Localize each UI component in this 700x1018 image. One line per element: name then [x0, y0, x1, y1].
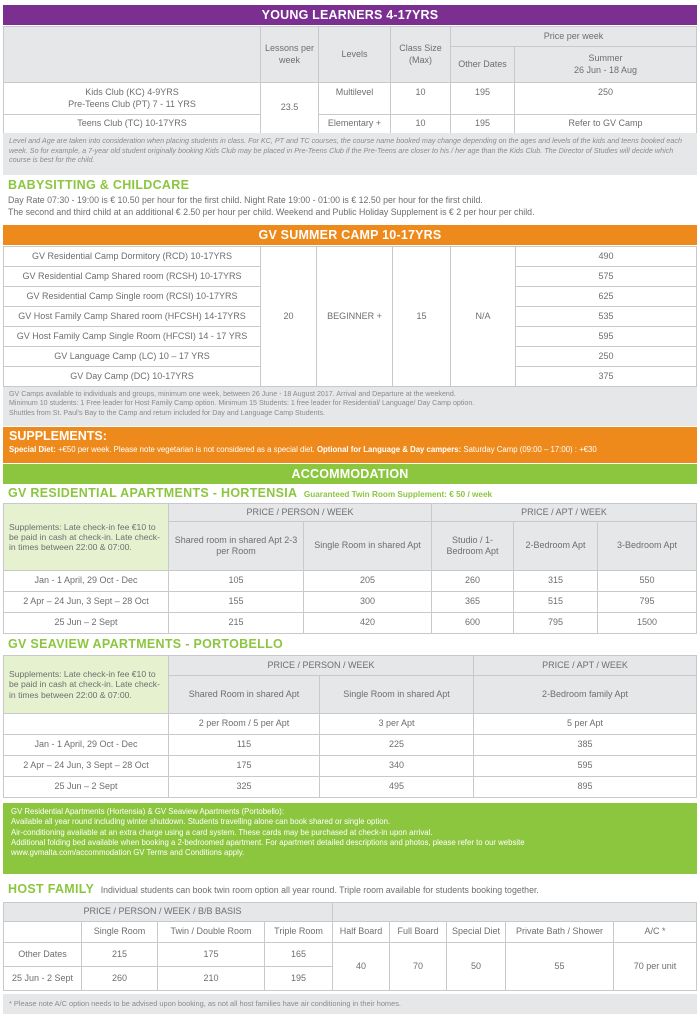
camp-lessons: 20 — [261, 247, 317, 387]
date-range: Jan - 1 April, 29 Oct - Dec — [4, 735, 169, 756]
camp-price: 375 — [516, 367, 697, 387]
summer-price: 250 — [515, 83, 697, 115]
host-family-note: * Please note A/C option needs to be advised upon booking, as not all host families have air conditioning in their homes. — [3, 994, 697, 1014]
host-family-table — [3, 902, 697, 991]
summer-camp-table — [3, 246, 697, 387]
other-dates-header: Other Dates — [451, 47, 515, 83]
price-cell: 385 — [474, 735, 697, 756]
host-col-header: Private Bath / Shower — [506, 922, 614, 943]
camp-name: GV Residential Camp Single room (RCSI) 10-17YRS — [4, 287, 261, 307]
host-col-header: Triple Room — [265, 922, 333, 943]
special-diet-price: 50 — [447, 943, 506, 991]
price-cell: 795 — [598, 592, 697, 613]
host-col-header: Full Board — [390, 922, 447, 943]
date-range: 2 Apr – 24 Jun, 3 Sept – 28 Oct — [4, 592, 169, 613]
hortensia-header — [2, 486, 492, 500]
price-cell: 215 — [169, 613, 304, 634]
private-bath-price: 55 — [506, 943, 614, 991]
price-person-week-header: PRICE / PERSON / WEEK — [169, 504, 432, 522]
camp-name: GV Residential Camp Shared room (RCSH) 10-17YRS — [4, 267, 261, 287]
price-cell: 595 — [474, 756, 697, 777]
date-range: 25 Jun - 2 Sept — [4, 967, 82, 991]
ac-price: 70 per unit — [614, 943, 697, 991]
room-type-header: 3-Bedroom Apt — [598, 522, 697, 571]
class-size-value: 10 — [391, 83, 451, 115]
price-person-week-header: PRICE / PERSON / WEEK — [169, 656, 474, 676]
camp-class-size: 15 — [393, 247, 451, 387]
summer-camp-title: GV SUMMER CAMP 10-17YRS — [3, 225, 697, 245]
room-type-header: Single Room in shared Apt — [320, 676, 474, 714]
camp-name: GV Residential Camp Dormitory (RCD) 10-17YRS — [4, 247, 261, 267]
hortensia-title: GV RESIDENTIAL APARTMENTS - HORTENSIA — [8, 486, 298, 500]
summer-camp-note: GV Camps available to individuals and groups, minimum one week, between 26 June - 18 August 2017. Arrival and Departure at the weekend. Minimum 10 students: 1 Free leader for Host Family Camp option. Minimum 15 Students: 1 free leader for Residential/ Language/ Day Camp option. Shuttles from St. Paul's Bay to the Camp and return included for Day and Language Camp Students. — [3, 387, 697, 426]
half-board-price: 40 — [333, 943, 390, 991]
supplements-title: SUPPLEMENTS: — [9, 429, 107, 443]
portobello-table — [3, 655, 697, 798]
price-cell: 365 — [432, 592, 514, 613]
young-learners-table — [3, 26, 697, 134]
empty-cell — [4, 903, 82, 922]
other-dates-price: 195 — [451, 83, 515, 115]
class-size-value: 10 — [391, 115, 451, 134]
room-type-header: Shared Room in shared Apt — [169, 676, 320, 714]
price-cell: 210 — [158, 967, 265, 991]
portobello-title: GV SEAVIEW APARTMENTS - PORTOBELLO — [8, 637, 284, 651]
accommodation-title: ACCOMMODATION — [3, 464, 697, 484]
camp-name: GV Language Camp (LC) 10 – 17 YRS — [4, 347, 261, 367]
price-cell: 340 — [320, 756, 474, 777]
host-col-header: Single Room — [82, 922, 158, 943]
date-range: 25 Jun – 2 Sept — [4, 613, 169, 634]
price-cell: 165 — [265, 943, 333, 967]
price-cell: 550 — [598, 571, 697, 592]
host-family-intro: Individual students can book twin room option all year round. Triple room available for students booking together. — [100, 885, 539, 895]
camp-price: 625 — [516, 287, 697, 307]
camp-price: 490 — [516, 247, 697, 267]
room-type-header: Shared room in shared Apt 2-3 per Room — [169, 522, 304, 571]
price-per-week-header: Price per week — [451, 27, 697, 47]
camp-price: 595 — [516, 327, 697, 347]
price-cell: 105 — [169, 571, 304, 592]
supplements-text: Special Diet: +€50 per week. Please note vegetarian is not considered as a special diet. Optional for Language & Day campers: Saturday Camp (09:00 – 17:00) : +€30 — [9, 445, 597, 454]
lessons-value: 23.5 — [261, 83, 319, 134]
apartments-note: GV Residential Apartments (Hortensia) & GV Seaview Apartments (Portobello): Available all year round including winter shutdown. Students travelling alone can book shared or single option. Air-conditioning available at an extra charge using a card system. These cards may be purchased at check-in upon arrival. Additional folding bed available when booking a 2-bedroomed apartment. For apartment detailed descriptions and photos, please refer to our website www.gvmalta.com/accommodation GV Terms and Conditions apply. — [3, 803, 697, 874]
level-value: Multilevel — [319, 83, 391, 115]
price-cell: 515 — [514, 592, 598, 613]
occupancy-note: 5 per Apt — [474, 714, 697, 735]
empty-cell — [4, 714, 169, 735]
hortensia-table — [3, 503, 697, 634]
price-cell: 195 — [265, 967, 333, 991]
summer-price: Refer to GV Camp — [515, 115, 697, 134]
host-col-header: Half Board — [333, 922, 390, 943]
host-col-header: A/C * — [614, 922, 697, 943]
price-apt-week-header: PRICE / APT / WEEK — [432, 504, 697, 522]
level-value: Elementary + — [319, 115, 391, 134]
camp-price: 535 — [516, 307, 697, 327]
price-cell: 260 — [82, 967, 158, 991]
empty-cell — [333, 903, 697, 922]
price-cell: 260 — [432, 571, 514, 592]
camp-level: BEGINNER + — [317, 247, 393, 387]
portobello-supplement-note: Supplements: Late check-in fee €10 to be paid in cash at check-in. Late check-in times between 22:00 & 07:00. — [4, 656, 169, 714]
babysitting-title: BABYSITTING & CHILDCARE — [8, 178, 190, 192]
camp-other-dates: N/A — [451, 247, 516, 387]
camp-name: GV Host Family Camp Single Room (HFCSI) 14 - 17 YRS — [4, 327, 261, 347]
date-range: Jan - 1 April, 29 Oct - Dec — [4, 571, 169, 592]
room-type-header: 2-Bedroom family Apt — [474, 676, 697, 714]
occupancy-note: 3 per Apt — [320, 714, 474, 735]
host-family-header — [2, 882, 539, 896]
date-range: 25 Jun – 2 Sept — [4, 777, 169, 798]
price-cell: 115 — [169, 735, 320, 756]
price-cell: 315 — [514, 571, 598, 592]
camp-name: GV Host Family Camp Shared room (HFCSH) 14-17YRS — [4, 307, 261, 327]
price-cell: 155 — [169, 592, 304, 613]
price-cell: 600 — [432, 613, 514, 634]
price-cell: 215 — [82, 943, 158, 967]
price-cell: 175 — [169, 756, 320, 777]
levels-header: Levels — [319, 27, 391, 83]
price-cell: 795 — [514, 613, 598, 634]
babysitting-text: Day Rate 07:30 - 19:00 is € 10.50 per hour for the first child. Night Rate 19:00 - 01:00 is € 12.50 per hour for the first child. The second and third child at an additional € 2.50 per hour per child. Weekend and Public Holiday Supplement is € 2 per hour per child. — [8, 195, 535, 218]
price-cell: 175 — [158, 943, 265, 967]
lessons-header: Lessons per week — [261, 27, 319, 83]
camp-price: 575 — [516, 267, 697, 287]
empty-cell — [4, 922, 82, 943]
price-cell: 325 — [169, 777, 320, 798]
date-range: Other Dates — [4, 943, 82, 967]
basis-header: PRICE / PERSON / WEEK / B/B BASIS — [82, 903, 333, 922]
host-col-header: Special Diet — [447, 922, 506, 943]
host-col-header: Twin / Double Room — [158, 922, 265, 943]
room-type-header: 2-Bedroom Apt — [514, 522, 598, 571]
price-cell: 495 — [320, 777, 474, 798]
price-apt-week-header: PRICE / APT / WEEK — [474, 656, 697, 676]
occupancy-note: 2 per Room / 5 per Apt — [169, 714, 320, 735]
other-dates-price: 195 — [451, 115, 515, 134]
summer-header: Summer 26 Jun - 18 Aug — [515, 47, 697, 83]
price-cell: 895 — [474, 777, 697, 798]
price-cell: 300 — [304, 592, 432, 613]
date-range: 2 Apr – 24 Jun, 3 Sept – 28 Oct — [4, 756, 169, 777]
price-cell: 205 — [304, 571, 432, 592]
price-cell: 420 — [304, 613, 432, 634]
room-type-header: Studio / 1-Bedroom Apt — [432, 522, 514, 571]
young-learners-title: YOUNG LEARNERS 4-17YRS — [3, 5, 697, 25]
camp-price: 250 — [516, 347, 697, 367]
hortensia-supplement-note: Supplements: Late check-in fee €10 to be paid in cash at check-in. Late check-in times between 22:00 & 07:00. — [4, 504, 169, 571]
young-learners-note: Level and Age are taken into consideration when placing students in class. For KC, PT and TC courses, the course name booked may change depending on the ages and levels of the kids and teens booked each week. So for example, a 7-year old student originally booking Kids Club may be placed in Pre-Teens Club if the Pre-Teens are closer to his / her age than the Kids Club. The Director of Studies will decide which course is best for the child. — [3, 133, 697, 175]
class-size-header: Class Size (Max) — [391, 27, 451, 83]
course-name: Teens Club (TC) 10-17YRS — [4, 115, 261, 134]
supplements-box — [3, 427, 697, 463]
twin-supplement: Guaranteed Twin Room Supplement: € 50 / week — [303, 490, 493, 499]
room-type-header: Single Room in shared Apt — [304, 522, 432, 571]
camp-name: GV Day Camp (DC) 10-17YRS — [4, 367, 261, 387]
price-cell: 1500 — [598, 613, 697, 634]
host-family-title: HOST FAMILY — [8, 882, 95, 896]
price-cell: 225 — [320, 735, 474, 756]
course-name: Kids Club (KC) 4-9YRS Pre-Teens Club (PT) 7 - 11 YRS — [4, 83, 261, 115]
full-board-price: 70 — [390, 943, 447, 991]
course-header-cell — [4, 27, 261, 83]
